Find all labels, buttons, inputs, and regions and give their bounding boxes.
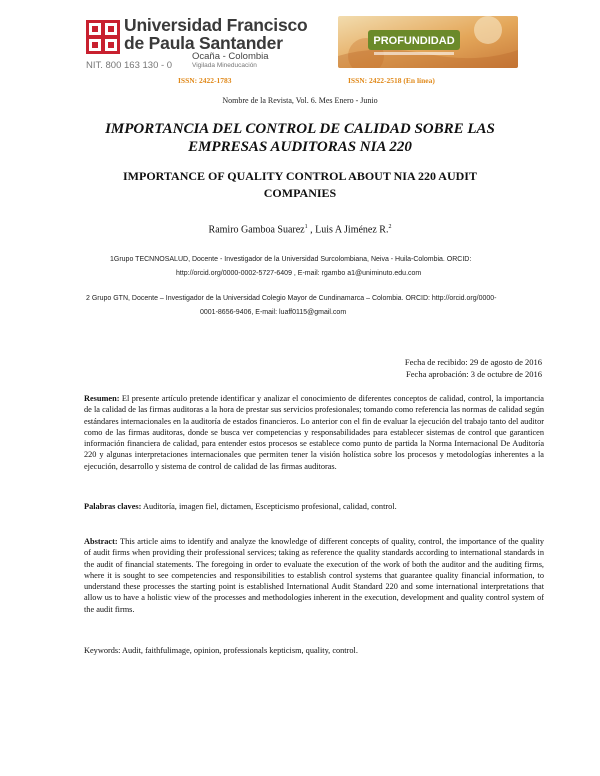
resumen-paragraph <box>84 393 544 472</box>
date-approved: Fecha aprobación: 3 de octubre de 2016 <box>406 369 542 379</box>
author-1-affiliation-mark: 1 <box>304 224 308 230</box>
abstract-label: Abstract: <box>84 537 118 546</box>
issn-print: ISSN: 2422-1783 <box>178 76 232 85</box>
author-2: Luis A Jiménez R. <box>315 224 389 236</box>
university-location: Ocaña - Colombia <box>192 51 269 62</box>
nit-number: NIT. 800 163 130 - 0 <box>86 60 173 71</box>
article-dates <box>405 356 542 380</box>
university-name: Universidad Francisco de Paula Santander <box>124 15 308 53</box>
palabras-claves-label: Palabras claves: <box>84 502 142 511</box>
university-supervision: Vigilada Mineducación <box>192 62 257 69</box>
author-2-affiliation-mark: 2 <box>388 224 392 230</box>
abstract-paragraph <box>84 536 544 615</box>
ufps-shield-logo <box>86 20 120 54</box>
issn-online: ISSN: 2422-2518 (En línea) <box>348 76 435 85</box>
affiliation-1: 1Grupo TECNNOSALUD, Docente - Investigador de la Universidad Surcolombiana, Neiva - Huila-Colombia. ORCID: http://orcid.org/0000-0002-5727-6409 , E-mail: rgambo a1@uniminuto.edu.com <box>110 256 472 277</box>
palabras-claves-text: Auditoría, imagen fiel, dictamen, Escepticismo profesional, calidad, control. <box>141 502 397 511</box>
keywords-paragraph: Keywords: Audit, faithfulimage, opinion, professionals kepticism, quality, control. <box>84 646 358 655</box>
resumen-text: El presente artículo pretende identificar y analizar el conocimiento de diferentes conceptos de calidad, control, la importancia de la calidad de las firmas auditoras a la hora de prestar sus servicios profesionales; tomando como referencia las normas de calidad según estándares internacionales en la auditoría de estados financieros. Lo anterior con el fin de evaluar la ejecución del trabajo tanto del auditor como de las firmas auditoras, donde se busca ver competencias y responsabilidades para establecer sistemas de control que garanticen información financiera de calidad, para entender estos procesos se establece como punto de partida la Norma Internacional De Auditoría 220 y algunas interpretaciones internacionales que permiten tener la visión holística sobre los procesos y metodologías inherentes a la ejecución, desarrollo y sistema de control de calidad de las firmas auditoras. <box>84 394 544 471</box>
title-spanish: IMPORTANCIA DEL CONTROL DE CALIDAD SOBRE LAS EMPRESAS AUDITORAS NIA 220 <box>105 121 495 155</box>
author-1: Ramiro Gamboa Suarez <box>208 224 305 236</box>
abstract-text: This article aims to identify and analyze the knowledge of different concepts of quality, control, the importance of the quality of audit firms when providing their professional services; taking as reference the quality standards according to international standards in the audit of financial statements. The foregoing in order to evaluate the execution of the work of both the auditor and the auditing firms, where it is sought to see competencies and responsibilities to establish control systems that guarantee quality financial information, to understand these processes the starting point is established International Audit Standard 220 and some international interpretations that allow us to have a holistic view of the processes and methodologies inherent in the execution, development and quality control system of the audit firms. <box>84 537 544 614</box>
title-english: IMPORTANCE OF QUALITY CONTROL ABOUT NIA 220 AUDIT COMPANIES <box>123 169 477 200</box>
palabras-claves-paragraph <box>84 501 544 512</box>
journal-reference: Nombre de la Revista, Vol. 6. Mes Enero - Junio <box>222 96 378 105</box>
author-list: Ramiro Gamboa Suarez$^1$ , Luis A Jiménez R.$^2$ <box>208 224 392 236</box>
journal-logo-text: PROFUNDIDAD <box>373 35 455 47</box>
date-received: Fecha de recibido: 29 de agosto de 2016 <box>404 357 542 367</box>
resumen-label: Resumen: <box>84 394 120 403</box>
affiliation-2: 2 Grupo GTN, Docente – Investigador de la Universidad Colegio Mayor de Cundinamarca – Colombia. ORCID: http://orcid.org/0000- 0001-8656-9406, E-mail: luaff0115@gmail.com <box>86 295 497 316</box>
profundidad-journal-logo <box>338 16 518 68</box>
